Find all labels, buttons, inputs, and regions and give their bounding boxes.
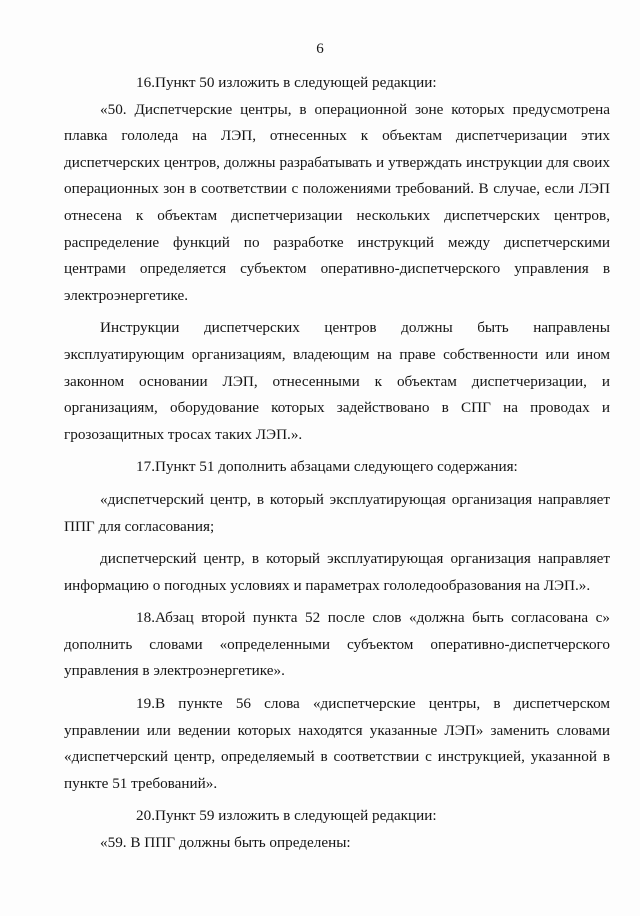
paragraph-item-19 — [64, 691, 610, 797]
paragraph-text: В пункте 56 слова «диспетчерские центры, в диспетчерском управлении или ведении которых находятся указанные ЛЭП» заменить словами «диспетчерский центр, определяемый в соответствии с инструкцией, указанной в пункте 51 требований». — [64, 695, 610, 792]
paragraph-dispatch-ppg — [64, 487, 610, 540]
paragraph-item-20 — [64, 803, 610, 830]
paragraph-item-17 — [64, 454, 610, 481]
paragraph-text: «50. Диспетчерские центры, в операционной зоне которых предусмотрена плавка гололеда на ЛЭП, отнесенных к объектам диспетчеризации этих диспетчерских центров, должны разрабатывать и утверждать инструкции для своих операционных зон в соответствии с положениями требований. В случае, если ЛЭП отнесена к объектам диспетчеризации нескольких диспетчерских центров, распределение функций по разработке инструкций между диспетчерскими центрами определяется субъектом оперативно-диспетчерского управления в электроэнергетике. — [64, 100, 610, 304]
page-number: 6 — [316, 41, 324, 57]
item-number: 17. — [136, 458, 155, 476]
paragraph-text: Пункт 59 изложить в следующей редакции: — [154, 807, 437, 825]
paragraph-instructions — [64, 315, 610, 448]
document-body — [64, 70, 610, 857]
item-number: 16. — [136, 74, 155, 91]
paragraph-text: «59. В ППГ должны быть определены: — [100, 834, 351, 852]
paragraph-text: «диспетчерский центр, в который эксплуатирующая организация направляет ППГ для согласования; — [64, 490, 610, 535]
item-number: 18. — [136, 609, 155, 627]
item-number: 19. — [136, 695, 155, 713]
paragraph-point-59 — [64, 830, 610, 857]
paragraph-text: Пункт 51 дополнить абзацами следующего содержания: — [154, 458, 518, 476]
paragraph-text: Пункт 50 изложить в следующей редакции: — [154, 74, 437, 91]
paragraph-point-50 — [64, 97, 610, 310]
item-number: 20. — [136, 807, 155, 825]
paragraph-item-18 — [64, 605, 610, 685]
paragraph-text: диспетчерский центр, в который эксплуатирующая организация направляет информацию о погодных условиях и параметрах гололедообразования на ЛЭП.». — [64, 550, 610, 594]
paragraph-item-16 — [64, 70, 610, 97]
paragraph-text: Абзац второй пункта 52 после слов «должна быть согласована с» дополнить словами «определенными субъектом оперативно-диспетчерского управления в электроэнергетике». — [64, 609, 610, 680]
paragraph-text: Инструкции диспетчерских центров должны быть направлены эксплуатирующим организациям, владеющим на праве собственности или ином законном основании ЛЭП, отнесенными к объектам диспетчеризации, и организациям, оборудование которых задействовано в СПГ на проводах и грозозащитных тросах таких ЛЭП.». — [64, 319, 610, 443]
paragraph-dispatch-weather — [64, 546, 610, 599]
